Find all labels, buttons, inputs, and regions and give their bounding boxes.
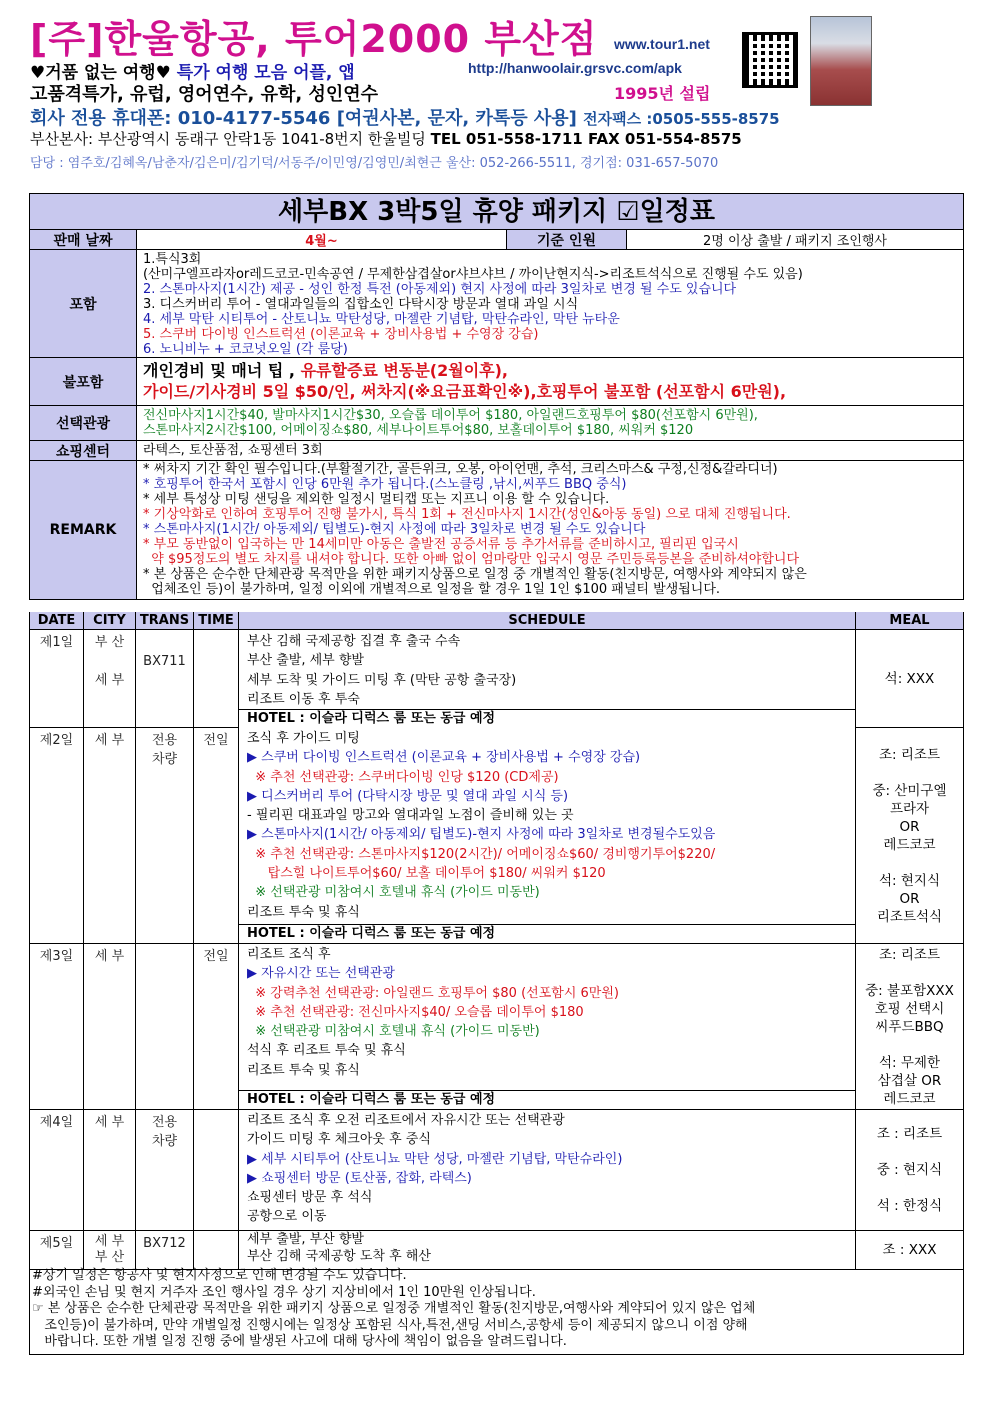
schedule-line: ※ 추천 선택관광: 스톤마사지$120(2시간)/ 어메이징쇼$60/ 경비행기투어$220/ — [247, 846, 716, 862]
day-trans — [136, 944, 194, 1109]
exclude-list — [137, 358, 963, 405]
optional-label: 선택관광 — [30, 406, 137, 440]
day-row — [30, 1231, 963, 1269]
app-url-link[interactable]: http://hanwoolair.grsvc.com/apk — [468, 60, 682, 76]
remark-item: * 본 상품은 순수한 단체관광 목적만을 위한 패키지상품으로 일정 중 개별적인 활동(친지방문, 여행사와 계약되지 않은 — [143, 567, 807, 582]
city-name: 부 산 — [94, 1250, 125, 1265]
sale-label: 판매 날짜 — [30, 230, 137, 249]
schedule-table — [29, 612, 964, 1270]
tel-fax: TEL 051-558-1711 FAX 051-554-8575 — [430, 130, 742, 148]
remark-item: * 호핑투어 한국서 포함시 인당 6만원 추가 됩니다.(스노클링 ,낚시,씨푸드 BBQ 중식) — [143, 477, 627, 492]
schedule-line: ※ 선택관광 미참여시 호텔내 휴식 (가이드 미동반) — [247, 885, 540, 901]
sale-row — [30, 230, 963, 250]
col-meal: MEAL — [889, 613, 930, 628]
company-header — [30, 8, 960, 171]
day-meal — [856, 1231, 963, 1269]
col-date: DATE — [30, 612, 84, 629]
include-item: 4. 세부 막탄 시티투어 - 산토니뇨 막탄성당, 마젤란 기념탑, 막탄슈라인, 막탄 뉴타운 — [143, 312, 620, 327]
include-label: 포함 — [30, 250, 137, 357]
schedule-line: 리조트 투숙 및 휴식 — [247, 904, 360, 920]
shopping-value: 라텍스, 토산품점, 쇼핑센터 3회 — [143, 443, 323, 458]
address: 부산본사: 부산광역시 동래구 안락1동 1041-8번지 한울빌딩 — [30, 130, 426, 148]
vehicle-text: 전용 — [151, 733, 178, 748]
schedule-line: ※ 강력추천 선택관광: 아일랜드 호핑투어 $80 (선포함시 6만원) — [247, 985, 619, 1001]
day-city: 세 부 — [84, 728, 136, 943]
schedule-header-row — [30, 612, 963, 630]
hotel-info: HOTEL : 이슬라 디럭스 룸 또는 동급 예정 — [239, 924, 855, 943]
min-people-label: 기준 인원 — [507, 230, 627, 249]
include-list — [137, 250, 963, 357]
address-line — [30, 128, 742, 149]
exclude-a: 개인경비 및 매너 팁 , — [143, 361, 301, 380]
include-item: (산미구엘프라자or레드코코-민속공연 / 무제한삼겹살or샤브샤브 / 까이난현지식->리조트석식으로 진행될 수도 있음) — [143, 267, 803, 282]
note-line: 조인등)이 불가하며, 만약 개별일정 진행시에는 일정상 포함된 식사,특전,샌딩 서비스,공항세 등이 제공되지 않으니 이점 양해 — [32, 1317, 748, 1333]
day-schedule — [239, 1231, 856, 1269]
city-name: 부 산 — [94, 635, 125, 650]
slogan-b: 특가 여행 모음 어플, 앱 — [176, 63, 355, 83]
remark-item: * 기상악화로 인하여 호핑투어 진행 불가시, 특식 1회 + 전신마사지 1시간(성인&아동 동일) 으로 대체 진행됩니다. — [143, 507, 791, 522]
schedule-line: 공항으로 이동 — [247, 1209, 327, 1225]
hotel-info: HOTEL : 이슬라 디럭스 룸 또는 동급 예정 — [239, 1090, 855, 1109]
schedule-line: - 필리핀 대표과일 망고와 열대과일 노점이 즐비해 있는 곳 — [247, 808, 574, 824]
remark-item: * 부모 동반없이 입국하는 만 14세미만 아동은 출발전 공증서류 등 추가서류를 준비하시고, 필리핀 입국시 — [143, 537, 739, 552]
meal-info: 조 : XXX — [882, 1242, 937, 1258]
schedule-line: 리조트 투숙 및 휴식 — [247, 1062, 360, 1078]
col-city: CITY — [84, 612, 136, 629]
col-schedule: SCHEDULE — [239, 612, 856, 629]
include-row — [30, 250, 963, 358]
include-item: 2. 스톤마사지(1시간) 제공 - 성인 한정 특전 (아동제외) 현지 사정에 따라 3일차로 변경 될 수도 있습니다 — [143, 282, 737, 297]
schedule-line: ※ 추천 선택관광: 전신마사지$40/ 오슬롭 데이투어 $180 — [247, 1004, 584, 1020]
shopping-row — [30, 441, 963, 461]
day-time: 전일 — [194, 728, 239, 943]
exclude-row — [30, 358, 963, 406]
day-date: 제1일 — [30, 630, 84, 727]
day-meal — [856, 1110, 963, 1230]
schedule-line: ▶ 디스커버리 투어 (다탁시장 방문 및 열대 과일 시식 등) — [247, 788, 569, 804]
day-trans — [136, 728, 194, 943]
day-row — [30, 630, 963, 728]
schedule-line: 리조트 조식 후 — [247, 947, 331, 962]
schedule-line: ▶ 스쿠버 다이빙 인스트럭션 (이론교육 + 장비사용법 + 수영장 강습) — [247, 750, 641, 766]
day-date: 제4일 — [30, 1110, 84, 1230]
day-schedule — [239, 728, 856, 943]
service-list: 고품격특가, 유럽, 영어연수, 유학, 성인연수 — [30, 84, 379, 105]
vehicle-text: 전용 — [151, 1115, 178, 1130]
mobile-contact: 회사 전용 휴대폰: 010-4177-5546 [여권사본, 문자, 카톡등 사용] — [30, 108, 577, 129]
meal-info: 조 : 리조트 중 : 현지식 석 : 한정식 — [876, 1126, 943, 1214]
remark-item: 업체조인 등)이 불가하며, 일정 이외에 개별적으로 일정을 할 경우 1일 1인 $100 패널티 발생됩니다. — [143, 582, 721, 597]
schedule-line: 부산 출발, 세부 향발 — [247, 653, 364, 669]
note-line: #상기 일정은 항공사 및 현지사정으로 인해 변경될 수도 있습니다. — [32, 1268, 407, 1283]
day-time — [194, 1231, 239, 1269]
day-city — [84, 630, 136, 727]
schedule-line: ▶ 세부 시티투어 (산토니뇨 막탄 성당, 마젤란 기념탑, 막탄슈라인) — [247, 1151, 623, 1167]
day-schedule — [239, 630, 856, 727]
note-line: ☞ 본 상품은 순수한 단체관광 목적만을 위한 패키지 상품으로 일정중 개별적인 활동(친지방문,여행사와 계약되어 있지 않은 업체 — [32, 1301, 756, 1316]
day-date: 제2일 — [30, 728, 84, 943]
city-name: 세 부 — [94, 673, 125, 688]
remark-label: REMARK — [30, 461, 137, 599]
optional-list — [137, 406, 963, 440]
schedule-line: ▶ 자유시간 또는 선택관광 — [247, 966, 395, 982]
day-trans — [136, 630, 194, 727]
day-meal — [856, 944, 963, 1109]
contact-line — [30, 104, 780, 130]
remark-list — [137, 461, 963, 599]
day-row — [30, 1110, 963, 1231]
note-line: 바랍니다. 또한 개별 일정 진행 중에 발생된 사고에 대해 당사에 책임이 없음을 알려드립니다. — [32, 1334, 567, 1349]
day-meal — [856, 630, 963, 727]
meal-info: 조: 리조트 중: 산미구엘 프라자 OR 레드코코 석: 현지식 OR 리조트석식 — [872, 746, 947, 925]
vehicle-text: 차량 — [151, 1134, 178, 1149]
building-photo — [810, 16, 872, 106]
qr-code-icon — [742, 32, 798, 88]
optional-row — [30, 406, 963, 441]
schedule-line: 부산 김해 국제공항 집결 후 출국 수속 — [247, 634, 461, 649]
remark-item: * 세부 특성상 미팅 샌딩을 제외한 일정시 멀티캡 또는 지프니 이용 할 수 있습니다. — [143, 492, 610, 507]
day-time — [194, 630, 239, 727]
day-city — [84, 1231, 136, 1269]
exclude-c: 가이드/기사경비 5일 $50/인, 써차지(※요금표확인※),호핑투어 불포함 (선포함시 6만원), — [143, 382, 787, 401]
schedule-line: ※ 선택관광 미참여시 호텔내 휴식 (가이드 미동반) — [247, 1024, 540, 1040]
company-name: [주]한울항공, 투어2000 부산점 — [30, 17, 598, 61]
remark-item: * 써차지 기간 확인 필수입니다.(부활절기간, 골든위크, 오봉, 아이언맨, 추석, 크리스마스& 구정,신정&갈라디너) — [143, 462, 778, 477]
remark-item: 약 $95정도의 별도 차지를 내셔야 합니다. 또한 아빠 없이 엄마랑만 입국시 영문 주민등록등본을 준비하셔야합니다 — [143, 552, 800, 567]
day-row — [30, 728, 963, 944]
day-time — [194, 1110, 239, 1230]
slogan-a: ♥거품 없는 여행♥ — [30, 63, 171, 83]
col-trans: TRANS — [136, 612, 194, 629]
schedule-line: 쇼핑센터 방문 후 석식 — [247, 1190, 373, 1206]
include-item: 1.특식3회 — [143, 252, 202, 267]
day-city: 세 부 — [84, 1110, 136, 1230]
remark-item: * 스톤마사지(1시간/ 아동제외/ 팁별도)-현지 사정에 따라 3일차로 변경 될 수도 있습니다 — [143, 522, 646, 537]
schedule-line: 리조트 이동 후 투숙 — [247, 691, 360, 707]
schedule-line: 석식 후 리조트 투숙 및 휴식 — [247, 1043, 406, 1059]
document-title: 세부BX 3박5일 휴양 패키지 ☑일정표 — [30, 194, 963, 230]
schedule-line: 탑스힐 나이트투어$60/ 보홀 데이투어 $180/ 씨워커 $120 — [247, 866, 606, 882]
staff-list: 담당 : 염주호/김혜옥/남춘자/김은미/김기덕/서동주/이민영/김영민/최현근 울산: 052-266-5511, 경기점: 031-657-5070 — [30, 156, 719, 171]
day-date: 제3일 — [30, 944, 84, 1109]
exclude-b: 유류할증료 변동분(2월이후), — [300, 361, 509, 380]
efax: 전자팩스 :0505-555-8575 — [583, 110, 780, 128]
note-line: #외국인 손님 및 현지 거주자 조인 행사일 경우 상기 지상비에서 1인 10만원 인상됩니다. — [32, 1284, 536, 1300]
col-time: TIME — [194, 612, 239, 629]
day-date: 제5일 — [30, 1231, 84, 1269]
include-item: 5. 스쿠버 다이빙 인스트럭션 (이론교육 + 장비사용법 + 수영장 강습) — [143, 327, 539, 342]
day-trans: BX712 — [136, 1231, 194, 1269]
schedule-line: 리조트 조식 후 오전 리조트에서 자유시간 또는 선택관광 — [247, 1113, 565, 1128]
schedule-line: ▶ 스톤마사지(1시간/ 아동제외/ 팁별도)-현지 사정에 따라 3일차로 변경될수도있음 — [247, 827, 716, 843]
day-time: 전일 — [194, 944, 239, 1109]
day-row — [30, 944, 963, 1110]
schedule-line: 부산 김해 국제공항 도착 후 해산 — [247, 1248, 431, 1264]
min-people-value: 2명 이상 출발 / 패키지 조인행사 — [702, 234, 887, 249]
website-link[interactable]: www.tour1.net — [614, 36, 710, 52]
meal-info: 조: 리조트 중: 불포함XXX 호핑 선택시 씨푸드BBQ 석: 무제한 삼겹살 OR 레드코코 — [865, 946, 954, 1107]
day-schedule — [239, 944, 856, 1109]
schedule-line: ※ 추천 선택관광: 스쿠버다이빙 인당 $120 (CD제공) — [247, 769, 559, 785]
remark-row — [30, 461, 963, 599]
schedule-line: 가이드 미팅 후 체크아웃 후 중식 — [247, 1132, 431, 1148]
schedule-line: 세부 출발, 부산 향발 — [247, 1232, 364, 1247]
meal-info: 석: XXX — [884, 670, 935, 687]
city-name: 세 부 — [94, 1234, 125, 1249]
optional-line-1: 전신마사지1시간$40, 발마사지1시간$30, 오슬롭 데이투어 $180, 아일랜드호핑투어 $80(선포함시 6만원), — [143, 408, 758, 423]
schedule-line: 조식 후 가이드 미팅 — [247, 731, 360, 746]
footer-notes — [29, 1268, 964, 1355]
day-meal — [856, 728, 963, 943]
optional-line-2: 스톤마사지2시간$100, 어메이징쇼$80, 세부나이트투어$80, 보홀데이투어 $180, 씨워커 $120 — [143, 423, 694, 438]
hotel-info: HOTEL : 이슬라 디럭스 룸 또는 동급 예정 — [239, 709, 855, 728]
include-item: 6. 노니비누 + 코코넛오일 (각 룸당) — [143, 342, 348, 357]
include-item: 3. 디스커버리 투어 - 열대과일들의 집합소인 다탁시장 방문과 열대 과일 시식 — [143, 297, 579, 312]
day-schedule — [239, 1110, 856, 1230]
flight-number: BX711 — [143, 654, 186, 669]
shopping-label: 쇼핑센터 — [30, 441, 137, 460]
vehicle-text: 차량 — [151, 752, 178, 767]
exclude-label: 불포함 — [30, 358, 137, 405]
day-city: 세 부 — [84, 944, 136, 1109]
schedule-line: 세부 도착 및 가이드 미팅 후 (막탄 공항 출국장) — [247, 672, 517, 688]
day-trans — [136, 1110, 194, 1230]
established-year: 1995년 설립 — [614, 84, 711, 103]
schedule-line: ▶ 쇼핑센터 방문 (토산품, 잡화, 라텍스) — [247, 1170, 472, 1186]
package-info-table — [29, 193, 964, 600]
sale-value: 4월~ — [137, 230, 507, 249]
